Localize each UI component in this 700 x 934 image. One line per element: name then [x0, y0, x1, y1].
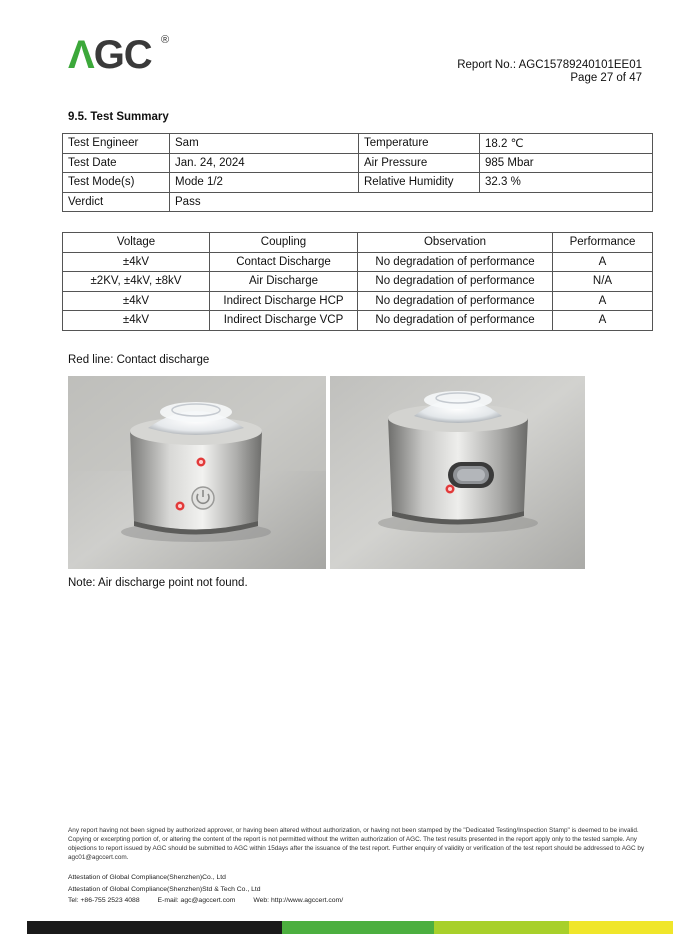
section-title: 9.5. Test Summary — [68, 111, 169, 123]
company-name-2: Attestation of Global Compliance(Shenzhen)Std & Tech Co., Ltd — [68, 885, 261, 893]
value-cell: Sam — [170, 134, 359, 154]
coupling-cell: Indirect Discharge HCP — [210, 291, 358, 311]
device-photo-front — [68, 376, 326, 569]
footer-address — [68, 872, 359, 907]
value-cell: 32.3 % — [480, 173, 653, 193]
observation-cell: No degradation of performance — [358, 291, 553, 311]
performance-cell: A — [553, 291, 653, 311]
website: Web: http://www.agccert.com/ — [253, 897, 344, 904]
performance-cell: A — [553, 252, 653, 272]
table-row — [63, 311, 653, 331]
table-row — [63, 173, 653, 193]
column-header: Performance — [553, 233, 653, 253]
column-header: Coupling — [210, 233, 358, 253]
value-cell: Mode 1/2 — [170, 173, 359, 193]
observation-cell: No degradation of performance — [358, 272, 553, 292]
voltage-cell: ±4kV — [63, 311, 210, 331]
test-results-table — [62, 232, 653, 331]
label-cell: Air Pressure — [359, 153, 480, 173]
performance-cell: A — [553, 311, 653, 331]
label-cell: Test Mode(s) — [63, 173, 170, 193]
email: E-mail: agc@agccert.com — [157, 897, 236, 904]
label-cell: Test Engineer — [63, 134, 170, 154]
footer-disclaimer: Any report having not been signed by authorized approver, or having been altered without authorization, or having not been stamped by the "Dedicated Testing/Inspection Stamp" is deemed to be invalid. Copying or excerpting portion of, or altering the content of the report is not permitted without the written authorization of AGC. The test results presented in the report apply only to the tested sample. Any objections to report issued by AGC should be submitted to AGC within 15days after the issuance of the test report. Further enquiry of validity or verification of the test report should be addressed to AGC by agc01@agccert.com. — [68, 827, 645, 861]
voltage-cell: ±4kV — [63, 252, 210, 272]
label-cell: Verdict — [63, 192, 170, 212]
verdict-value: Pass — [170, 192, 653, 212]
table-row — [63, 134, 653, 154]
observation-cell: No degradation of performance — [358, 311, 553, 331]
footer-bar-lime — [434, 921, 569, 934]
note-text: Note: Air discharge point not found. — [68, 577, 248, 589]
column-header: Voltage — [63, 233, 210, 253]
photo-caption: Red line: Contact discharge — [68, 354, 210, 366]
footer-bar-yellow — [569, 921, 673, 934]
performance-cell: N/A — [553, 272, 653, 292]
table-row — [63, 272, 653, 292]
report-number: Report No.: AGC15789240101EE01 — [457, 59, 642, 71]
footer-bar-dark — [27, 921, 282, 934]
table-header-row — [63, 233, 653, 253]
page-number: Page 27 of 47 — [570, 72, 642, 84]
table-row — [63, 153, 653, 173]
coupling-cell: Contact Discharge — [210, 252, 358, 272]
table-row — [63, 291, 653, 311]
report-meta — [457, 59, 642, 85]
observation-cell: No degradation of performance — [358, 252, 553, 272]
table-row — [63, 252, 653, 272]
contact-line — [68, 895, 359, 907]
coupling-cell: Indirect Discharge VCP — [210, 311, 358, 331]
voltage-cell: ±4kV — [63, 291, 210, 311]
telephone: Tel: +86-755 2523 4088 — [68, 897, 140, 904]
footer-bar-green — [282, 921, 434, 934]
value-cell: 18.2 ℃ — [480, 134, 653, 154]
company-name-1: Attestation of Global Compliance(Shenzhen)Co., Ltd — [68, 874, 226, 881]
label-cell: Temperature — [359, 134, 480, 154]
label-cell: Test Date — [63, 153, 170, 173]
test-summary-table — [62, 133, 653, 212]
column-header: Observation — [358, 233, 553, 253]
agc-logo: ΛGC — [68, 33, 152, 77]
registered-mark: ® — [161, 34, 170, 46]
voltage-cell: ±2KV, ±4kV, ±8kV — [63, 272, 210, 292]
table-row — [63, 192, 653, 212]
value-cell: Jan. 24, 2024 — [170, 153, 359, 173]
label-cell: Relative Humidity — [359, 173, 480, 193]
device-photo-side — [330, 376, 585, 569]
coupling-cell: Air Discharge — [210, 272, 358, 292]
value-cell: 985 Mbar — [480, 153, 653, 173]
